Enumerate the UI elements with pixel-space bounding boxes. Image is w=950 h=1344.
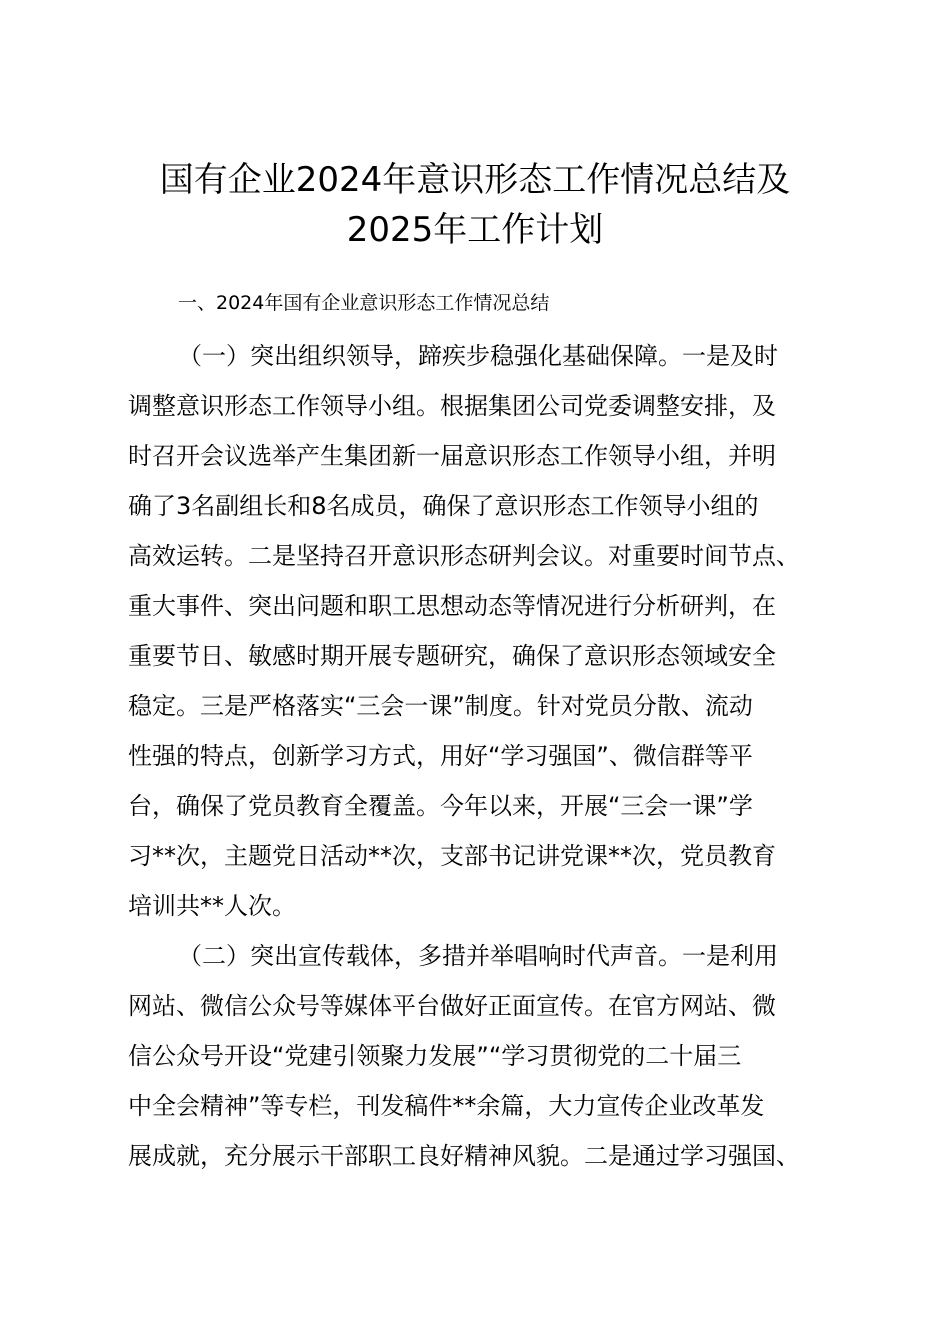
paragraph-1-line-5: 高效运转。二是坚持召开意识形态研判会议。对重要时间节点、 [128,542,800,570]
paragraph-1-line-9: 性强的特点，创新学习方式，用好“学习强国”、微信群等平 [128,742,753,770]
paragraph-1-line-7: 重要节日、敏感时期开展专题研究，确保了意识形态领域安全 [128,642,776,670]
paragraph-1-line-11: 习**次，主题党日活动**次，支部书记讲党课**次，党员教育 [128,842,776,870]
paragraph-1-line-8: 稳定。三是严格落实“三会一课”制度。针对党员分散、流动 [128,692,753,720]
paragraph-1-line-3: 时召开会议选举产生集团新一届意识形态工作领导小组，并明 [128,442,776,470]
document-title-line-1: 国有企业2024年意识形态工作情况总结及 [159,160,791,200]
paragraph-2-line-4: 中全会精神”等专栏，刊发稿件**余篇，大力宣传企业改革发 [128,1092,765,1120]
paragraph-1-line-2: 调整意识形态工作领导小组。根据集团公司党委调整安排，及 [128,392,776,420]
paragraph-2-line-3: 信公众号开设“党建引领聚力发展”“学习贯彻党的二十届三 [128,1042,742,1070]
paragraph-2-line-5: 展成就，充分展示干部职工良好精神风貌。二是通过学习强国、 [128,1142,800,1170]
section-heading: 一、2024年国有企业意识形态工作情况总结 [178,292,550,314]
paragraph-1-line-12: 培训共**人次。 [128,892,296,920]
paragraph-1-line-10: 台，确保了党员教育全覆盖。今年以来，开展“三会一课”学 [128,792,753,820]
paragraph-1-line-1: （一）突出组织领导，蹄疾步稳强化基础保障。一是及时 [178,342,778,370]
paragraph-2-line-1: （二）突出宣传载体，多措并举唱响时代声音。一是利用 [178,942,778,970]
paragraph-1-line-6: 重大事件、突出问题和职工思想动态等情况进行分析研判，在 [128,592,776,620]
paragraph-2-line-2: 网站、微信公众号等媒体平台做好正面宣传。在官方网站、微 [128,992,776,1020]
paragraph-1-line-4: 确了3名副组长和8名成员，确保了意识形态工作领导小组的 [128,492,759,520]
document-title-line-2: 2025年工作计划 [346,210,604,250]
